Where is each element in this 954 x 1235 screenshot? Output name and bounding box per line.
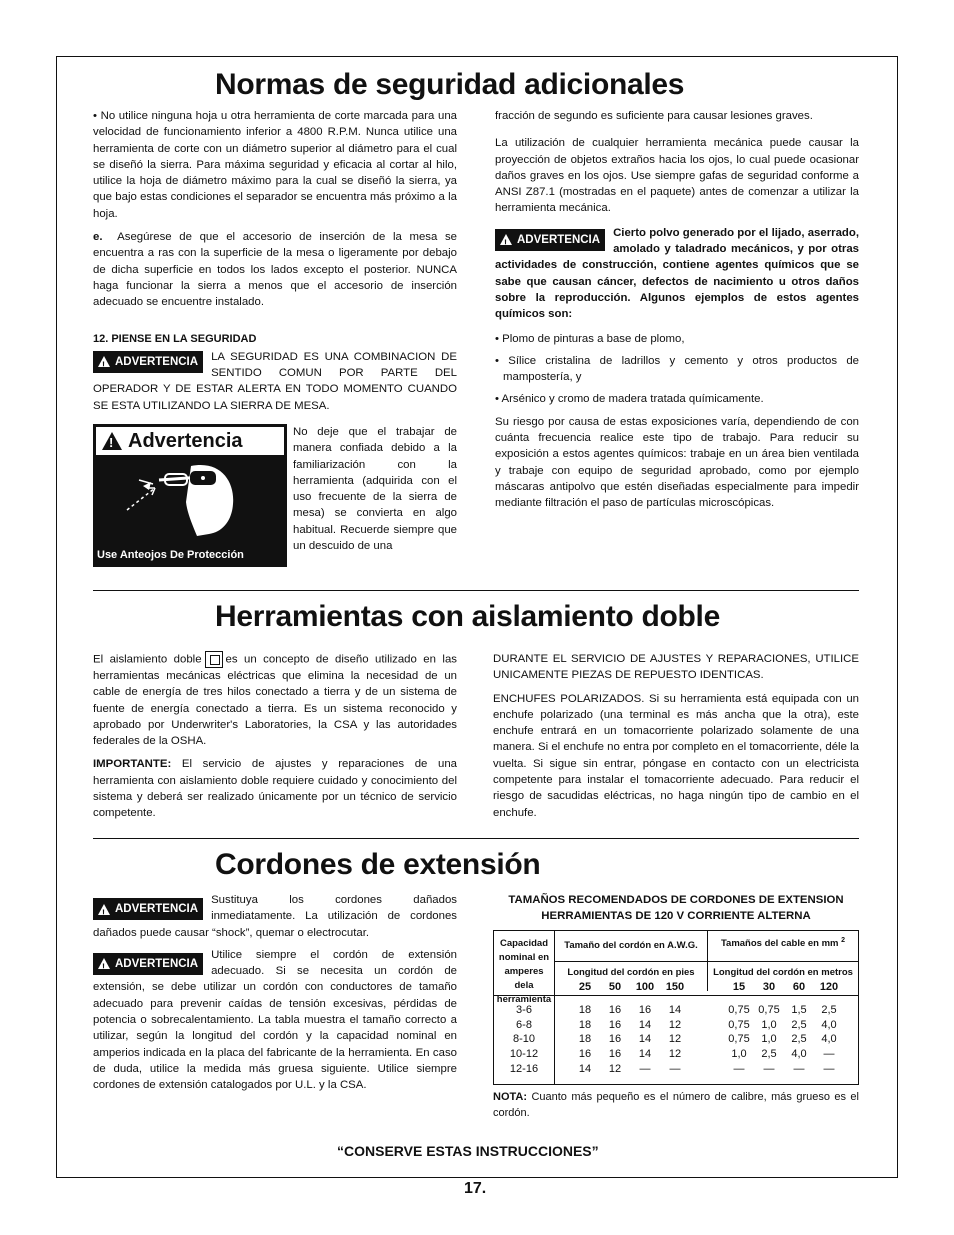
mm-cell: 4,0 xyxy=(821,1033,837,1046)
warning-block-seguridad xyxy=(93,349,457,414)
safety-goggles-icon xyxy=(93,458,287,548)
double-insulation-intro: El aislamiento doble xyxy=(93,653,202,666)
cord-table-note xyxy=(493,1089,859,1122)
awg-cell: 18 xyxy=(578,1004,592,1016)
cord-table-title-2: HERRAMIENTAS DE 120 V CORRIENTE ALTERNA xyxy=(541,910,811,922)
length-ft-header: 100 xyxy=(635,981,655,993)
mm-cell: 0,75 xyxy=(728,1033,750,1046)
amps-cell: 12-16 xyxy=(509,1062,539,1075)
page-number: 17. xyxy=(464,1180,487,1197)
warning-badge xyxy=(93,351,203,373)
table-row xyxy=(494,1032,860,1047)
goggles-card-caption: Use Anteojos De Protección xyxy=(97,549,244,561)
awg-cell: 12 xyxy=(668,1033,682,1046)
awg-cell: — xyxy=(639,1062,651,1075)
amps-cell: 8-10 xyxy=(512,1033,536,1046)
awg-cell: 18 xyxy=(578,1033,592,1046)
goggles-side-text: No deje que el trabajar de manera confiada debido a la familiarización con la herramienta (adquirida con el uso frecuente de la sierra de mesa) se convierta en algo habitual. Recuerde siempre que un descuido de una xyxy=(293,426,457,553)
mm-cell: 2,5 xyxy=(821,1004,837,1016)
table-row xyxy=(494,1062,860,1077)
col-header-mm xyxy=(708,937,858,949)
col-header-awg: Tamaño del cordón en A.W.G. xyxy=(564,940,698,951)
amps-cell: 3-6 xyxy=(516,1004,532,1016)
cord-table-heading xyxy=(493,892,859,924)
cord-table-body xyxy=(494,1003,860,1077)
warning-triangle-icon xyxy=(98,958,110,969)
normas-left-paragraph-1: • No utilice ninguna hoja u otra herramienta de corte marcada para una velocidad de funcionamiento inferior a 4800 R.P.M. Nunca utilice una herramienta de corte con un diámetro superior al diámetro para el cual se diseñó la sierra. Para máxima seguridad y eficacia al cortar al hilo, utilice la hoja de diámetro máximo para la cual se diseñó la sierra, ya que bajo estas condiciones el separador se encuentra más próximo a la hoja. xyxy=(93,110,457,220)
awg-cell: 12 xyxy=(608,1062,622,1075)
note-text: Cuanto más pequeño es el número de calibre, más grueso es el cordón. xyxy=(493,1091,859,1120)
col-header-mm-sup: 2 xyxy=(841,937,846,944)
warning-triangle-icon xyxy=(98,356,110,367)
mm-cell: 0,75 xyxy=(728,1004,750,1016)
cord-size-table xyxy=(493,930,859,1085)
warning-block-cordones-danados xyxy=(93,892,457,941)
length-ft-header: 25 xyxy=(578,981,592,993)
awg-cell: 16 xyxy=(638,1004,652,1016)
normas-left-column xyxy=(93,108,457,414)
item-e-label: e. xyxy=(93,231,103,244)
section-title-aislamiento: Herramientas con aislamiento doble xyxy=(215,600,720,633)
mm-cell: — xyxy=(763,1062,775,1075)
length-m-header: 30 xyxy=(762,981,776,993)
table-row xyxy=(494,1018,860,1033)
col-header-mm-label: Tamaños del cable en mm xyxy=(720,938,839,950)
double-insulation-icon xyxy=(205,651,223,668)
chemical-bullet-2: • Sílice cristalina de ladrillos y cemento y otros productos de mampostería, y xyxy=(495,354,859,384)
section-title-cordones: Cordones de extensión xyxy=(215,848,541,881)
col-header-length-m: Longitud del cordón en metros xyxy=(713,967,853,978)
aislamiento-left-paragraph-2 xyxy=(93,756,457,821)
awg-cell: 18 xyxy=(578,1018,592,1031)
mm-cell: 1,0 xyxy=(761,1018,777,1031)
table-row xyxy=(494,1003,860,1018)
length-m-header: 120 xyxy=(819,981,839,993)
note-label: NOTA: xyxy=(493,1091,528,1103)
awg-cell: — xyxy=(669,1062,681,1075)
warning-badge-label: ADVERTENCIA xyxy=(115,355,199,368)
col-header-capacity: Capacidad nominal en amperes dela herramienta xyxy=(496,938,552,1005)
normas-right-paragraph-3: Su riesgo por causa de estas exposiciones varía, dependiendo de con cuánta frecuencia realice este tipo de trabajo. Para reducir su exposición a estos agentes químicos: trabaje en un área bien ventilada y trabaje con equipo de seguridad aprobado, como por ejemplo máscaras antipolvo que estén diseñadas especialmente para impedir mediante filtración el paso de partículas microscópicas. xyxy=(495,415,859,510)
table-divider xyxy=(554,961,858,962)
amps-cell: 6-8 xyxy=(516,1018,532,1031)
table-row xyxy=(494,1047,860,1062)
mm-cell: — xyxy=(823,1048,835,1061)
warning-badge xyxy=(93,953,203,975)
section-title-normas: Normas de seguridad adicionales xyxy=(215,68,685,101)
mm-cell: 4,0 xyxy=(821,1018,837,1031)
awg-cell: 14 xyxy=(638,1048,652,1061)
awg-cell: 12 xyxy=(668,1048,682,1061)
mm-cell: 1,0 xyxy=(731,1048,747,1061)
awg-cell: 16 xyxy=(608,1033,622,1046)
mm-cell: 4,0 xyxy=(791,1048,807,1061)
warning-triangle-icon xyxy=(98,904,110,915)
warning-badge-label: ADVERTENCIA xyxy=(115,902,199,915)
normas-right-paragraph-1: fracción de segundo es suficiente para causar lesiones graves. xyxy=(495,110,813,122)
warning-block-polvo xyxy=(495,225,859,323)
length-ft-header: 150 xyxy=(665,981,685,993)
awg-cell: 12 xyxy=(668,1018,682,1031)
warning-block-cordon-adecuado xyxy=(93,947,457,1094)
aislamiento-right-column xyxy=(493,651,859,828)
mm-cell: — xyxy=(823,1062,835,1075)
warning-text-cordon-adecuado: Utilice siempre el cordón de extensión adecuado. Si se necesita un cordón de extensión, se debe utilizar un cordón con conductores de tamaño adecuado para prevenir caídas de tensión excesivas, pérdidas de potencia o sobrecalentamiento. La tabla muestra el tamaño correcto a utilizar, según la longitud del cordón y la capacidad nominal en amperios indicada en la placa del fabricante de la herramienta. En caso de duda, utilice la medida más gruesa siguiente. Utilice siempre cordones de extensión catalogados por U.L. y la CSA. xyxy=(93,948,457,1092)
chemical-bullet-3: • Arsénico y cromo de madera tratada químicamente. xyxy=(495,393,764,406)
warning-badge-label: ADVERTENCIA xyxy=(115,957,199,970)
col-header-length-ft: Longitud del cordón en pies xyxy=(567,967,695,978)
aislamiento-left-column xyxy=(93,651,457,829)
importante-label: IMPORTANTE: xyxy=(93,758,172,771)
aislamiento-right-paragraph-1: DURANTE EL SERVICIO DE AJUSTES Y REPARACIONES, UTILICE UNICAMENTE PIEZAS DE REPUESTO IDENTICAS. xyxy=(493,653,859,682)
warning-text-seguridad: LA SEGURIDAD ES UNA COMBINACION DE SENTIDO COMUN POR PARTE DEL OPERADOR Y DE ESTAR ALERTA EN TODO MOMENTO CUANDO SE ESTA UTILIZANDO LA SIERRA DE MESA. xyxy=(93,350,457,412)
mm-cell: 0,75 xyxy=(758,1004,780,1016)
normas-right-column xyxy=(495,108,859,519)
warning-triangle-icon xyxy=(102,432,122,450)
goggles-card-title: Advertencia xyxy=(128,429,243,452)
awg-cell: 14 xyxy=(578,1062,592,1075)
awg-cell: 14 xyxy=(638,1033,652,1046)
length-m-header: 15 xyxy=(732,981,746,993)
length-ft-header: 50 xyxy=(608,981,622,993)
awg-cell: 16 xyxy=(608,1018,622,1031)
awg-cell: 14 xyxy=(668,1004,682,1016)
warning-badge xyxy=(93,898,203,920)
mm-cell: 0,75 xyxy=(728,1018,750,1031)
heading-piense-seguridad: 12. PIENSE EN LA SEGURIDAD xyxy=(93,332,257,345)
double-insulation-text: es un concepto de diseño utilizado en las herramientas mecánicas eléctricas que elimina la necesidad de un cable de energía de tres hilos conectado a tierra y de un sistema de fuente de energía conectado a tierra. Es un sistema reconocido y aprobado por Underwriter's Laboratories, la CSA y las autoridades federales de la OSHA. xyxy=(93,653,457,748)
section-divider xyxy=(93,590,859,591)
warning-badge xyxy=(495,229,605,251)
cordones-left-column xyxy=(93,892,457,1094)
awg-cell: 14 xyxy=(638,1018,652,1031)
mm-cell: 2,5 xyxy=(791,1033,807,1046)
warning-triangle-icon xyxy=(500,234,512,245)
mm-cell: — xyxy=(793,1062,805,1075)
normas-left-paragraph-e xyxy=(93,229,457,310)
conserve-instructions: “CONSERVE ESTAS INSTRUCCIONES” xyxy=(337,1143,599,1159)
awg-cell: 16 xyxy=(578,1048,592,1061)
mm-cell: — xyxy=(733,1062,745,1075)
normas-right-paragraph-2: La utilización de cualquier herramienta mecánica puede causar la proyección de objetos extraños hacia los ojos, lo cual puede ocasionar daños graves en los ojos. Use siempre gafas de seguridad conforme a ANSI Z87.1 (mostradas en el paquete) antes de comenzar a utilizar la herramienta mecánica. xyxy=(495,137,859,215)
goggles-card-header xyxy=(96,427,284,455)
mm-cell: 1,5 xyxy=(791,1004,807,1016)
length-ft-headers xyxy=(570,981,690,993)
awg-cell: 16 xyxy=(608,1004,622,1016)
warning-badge-label: ADVERTENCIA xyxy=(517,233,601,246)
amps-cell: 10-12 xyxy=(509,1048,539,1061)
item-e-text: Asegúrese de que el accesorio de inserción de la mesa se encuentra a ras con la superficie de la mesa o ligeramente por debajo de dicha superficie en todos los lados excepto el posterior. NUNCA haga funcionar la sierra a menos que el accesorio de inserción adecuado se encuentre instalado. xyxy=(93,231,457,309)
warning-text-cordones-danados: Sustituya los cordones dañados inmediatamente. La utilización de cordones dañados puede causar “shock”, quemar o electrocutar. xyxy=(93,894,457,939)
goggles-warning-card xyxy=(93,424,287,567)
aislamiento-left-paragraph-1 xyxy=(93,651,457,749)
chemical-bullet-1: • Plomo de pinturas a base de plomo, xyxy=(495,332,685,345)
mm-cell: 2,5 xyxy=(761,1048,777,1061)
aislamiento-right-paragraph-2: ENCHUFES POLARIZADOS. Si su herramienta está equipada con un enchufe polarizado (una terminal es más ancha que la otra), este enchufe entrará en un tomacorriente polarizado solamente de una manera. Si el enchufe no entra por completo en el tomacorriente, déle la vuelta. Si sigue sin entrar, póngase en contacto con un electricista competente para instalar el tomacorriente adecuado. Para reducir el riesgo de sacudidas eléctricas, no haga ningún tipo de cambio en el enchufe. xyxy=(493,692,859,819)
section-divider xyxy=(93,838,859,839)
length-m-headers xyxy=(724,981,844,993)
importante-text: El servicio de ajustes y reparaciones de una herramienta con aislamiento doble requiere cuidado y conocimiento del sistema y deberá ser realizado únicamente por un técnico de servicio competente. xyxy=(93,758,458,820)
mm-cell: 1,0 xyxy=(761,1033,777,1046)
mm-cell: 2,5 xyxy=(791,1018,807,1031)
cord-table-title-1: TAMAÑOS RECOMENDADOS DE CORDONES DE EXTENSION xyxy=(508,894,844,906)
awg-cell: 16 xyxy=(608,1048,622,1061)
length-m-header: 60 xyxy=(792,981,806,993)
warning-text-polvo: Cierto polvo generado por el lijado, aserrado, amolado y taladrado mecánicos, y por otras actividades de construcción, contiene agentes químicos que se sabe que causan cáncer, defectos de nacimiento u otros daños sobre la reproducción. Algunos ejemplos de estos agentes químicos son: xyxy=(495,226,859,321)
